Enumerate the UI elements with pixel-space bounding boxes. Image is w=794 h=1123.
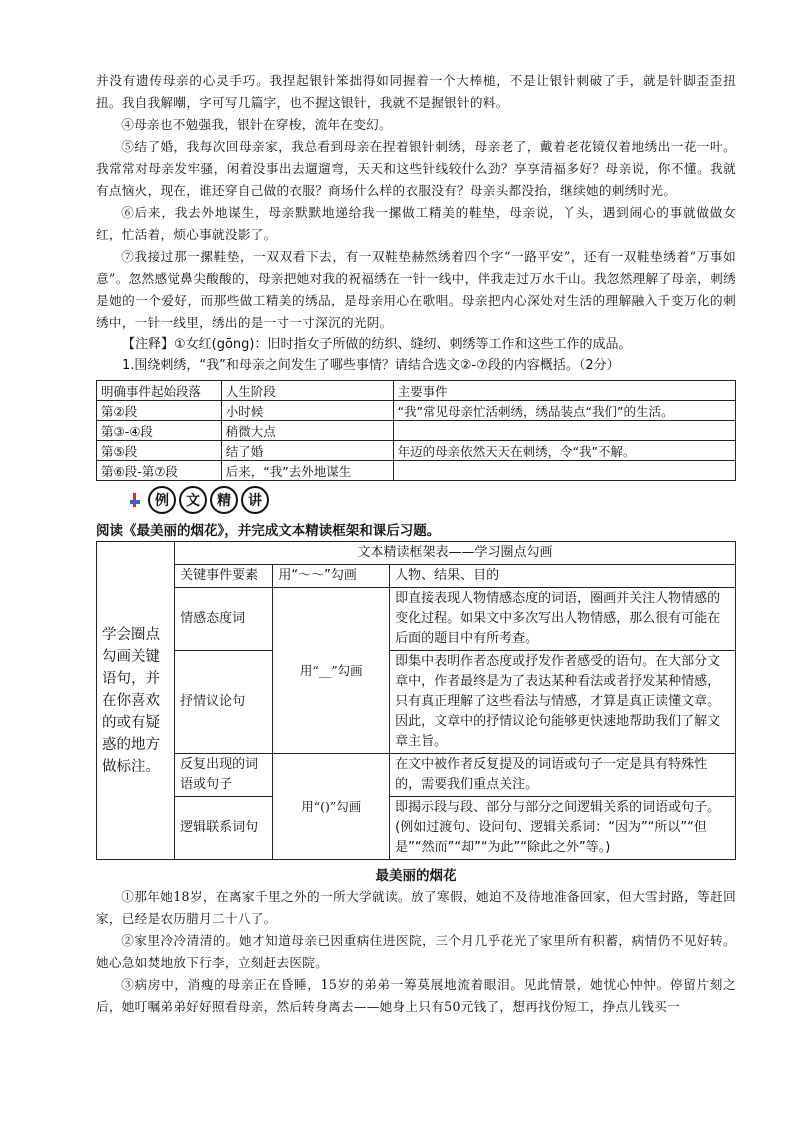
table-cell: 用“__”勾画 [273,588,390,754]
document-page [96,70,736,1018]
table-header-cell: 用“～～”勾画 [273,565,390,588]
table-cell: 即直接表现人物情感态度的词语，圈画并关注人物情感的变化过程。如果文中多次写出人物情感，那么很有可能在后面的题目中有所考查。 [390,588,736,651]
reading-passage [96,70,736,334]
banner-char: 精 [210,486,238,514]
answer-blank-cell[interactable] [393,421,735,441]
table-header-cell: 人生阶段 [221,381,393,401]
banner-char: 讲 [241,486,269,514]
table-cell: 逻辑联系词句 [175,797,273,860]
table-cell: 后来，“我”去外地谋生 [221,461,393,481]
table-cell: “我”常见母亲忙活刺绣，绣品装点“我们”的生活。 [393,401,735,421]
table-row [97,461,736,481]
table-cell: 抒情议论句 [175,651,273,754]
table-header-cell: 主要事件 [393,381,735,401]
table-row [97,441,736,461]
table-row [97,754,736,797]
table-cell: 年迈的母亲依然天天在刺绣，令“我”不解。 [393,441,735,461]
table-cell: 情感态度词 [175,588,273,651]
essay-paragraph: ①那年她18岁，在离家千里之外的一所大学就读。放了寒假，她迫不及待地准备回家，但大雪封路，等赶回家，已经是农历腊月二十八了。 [96,889,736,926]
table-row [97,797,736,860]
passage-paragraph: 并没有遗传母亲的心灵手巧。我捏起银针笨拙得如同握着一个大棒槌，不是让银针刺破了手，就是针脚歪歪扭扭。我自我解嘲，字可写几篇字，也不握这银针，我就不是握银针的料。 [96,73,736,110]
banner-char: 例 [148,486,176,514]
table-row [97,651,736,754]
table-row [97,588,736,651]
pushpin-icon [130,493,144,507]
reading-framework-table [96,541,736,860]
table-cell: 小时候 [221,401,393,421]
banner-char: 文 [179,486,207,514]
table-cell: 用“()”勾画 [273,754,390,860]
essay-paragraph: ②家里冷冷清清的。她才知道母亲已因重病住进医院，三个月几乎花光了家里所有积蓄，病情仍不见好转。她心急如焚地放下行李，立刻赶去医院。 [96,933,736,970]
table-header-row [97,381,736,401]
table-cell: 在文中被作者反复提及的词语或句子一定是具有特殊性的，需要我们重点关注。 [390,754,736,797]
table-cell: 稍微大点 [221,421,393,441]
section-banner [96,485,736,515]
essay-body [96,886,736,1018]
table-header-row [97,565,736,588]
table-cell: 第⑥段-第⑦段 [97,461,222,481]
table-header-cell: 关键事件要素 [175,565,273,588]
table-header-cell: 明确事件起始段落 [97,381,222,401]
table-cell: 结了婚 [221,441,393,461]
table-cell: 第③-④段 [97,421,222,441]
passage-paragraph: ⑦我接过那一摞鞋垫，一双双看下去，有一双鞋垫赫然绣着四个字“一路平安”，还有一双鞋垫绣着“万事如意”。忽然感觉鼻尖酸酸的，母亲把她对我的祝福绣在一针一线中，伴我走过万水千山。我忽然理解了母亲，刺绣是她的一个爱好，而那些做工精美的绣品，是母亲用心在歌唱。母亲把内心深处对生活的理解融入千变万化的刺绣中，一针一线里，绣出的是一寸一寸深沉的光阴。 [96,249,736,330]
question-1: 1.围绕刺绣，“我”和母亲之间发生了哪些事情？请结合选文②-⑦段的内容概括。（2分） [122,358,620,373]
table-cell: 第⑤段 [97,441,222,461]
annotation-note: 【注释】①女红(gōng)：旧时指女子所做的纺织、缝纫、刺绣等工作和这些工作的成品。 [122,337,632,352]
reading-instruction: 阅读《最美丽的烟花》，并完成文本精读框架和课后习题。 [96,523,441,539]
table-cell: 即揭示段与段、部分与部分之间逻辑关系的词语或句子。(例如过渡句、设问句、逻辑关系词：“因为”“所以”“但是”“然而”“却”“为此”“除此之外”等。) [390,797,736,860]
table-caption-row [97,542,736,565]
passage-paragraph: ⑥后来，我去外地谋生，母亲默默地递给我一摞做工精美的鞋垫，母亲说，丫头，遇到闹心的事就做做女红，忙活着，烦心事就没影了。 [96,205,736,242]
framework-left-cell: 学会圈点勾画关键语句，并在你喜欢的或有疑惑的地方做标注。 [97,542,175,860]
event-summary-table [96,380,736,481]
table-caption: 文本精读框架表——学习圈点勾画 [175,542,736,565]
table-cell: 第②段 [97,401,222,421]
table-row [97,421,736,441]
passage-paragraph: ⑤结了婚，我每次回母亲家，我总看到母亲在捏着银针刺绣，母亲老了，戴着老花镜仅着地绣出一花一叶。我常常对母亲发牢骚，闲着没事出去遛遛弯，天天和这些针线较什么劲？享享清福多好？母亲说，你不懂。我就有点恼火，现在，谁还穿自己做的衣服？商场什么样的衣服没有？母亲头都没抬，继续她的刺绣时光。 [96,139,736,198]
answer-blank-cell[interactable] [393,461,735,481]
table-cell: 即集中表明作者态度或抒发作者感受的语句。在大部分文章中，作者最终是为了表达某种看法或者抒发某种情感，只有真正理解了这些看法与情感，才算是真正读懂文章。因此，文章中的抒情议论句能够更快速地帮助我们了解文章主旨。 [390,651,736,754]
table-header-cell: 人物、结果、目的 [390,565,736,588]
table-cell: 反复出现的词语或句子 [175,754,273,797]
passage-paragraph: ④母亲也不勉强我，银针在穿梭，流年在变幻。 [121,117,392,132]
table-row [97,401,736,421]
essay-paragraph: ③病房中，消瘦的母亲正在昏睡，15岁的弟弟一筹莫展地流着眼泪。见此情景，她忧心忡忡。停留片刻之后，她叮嘱弟弟好好照看母亲，然后转身离去——她身上只有50元钱了，想再找份短工，挣点儿钱买一 [96,977,736,1014]
essay-title: 最美丽的烟花 [375,868,457,884]
